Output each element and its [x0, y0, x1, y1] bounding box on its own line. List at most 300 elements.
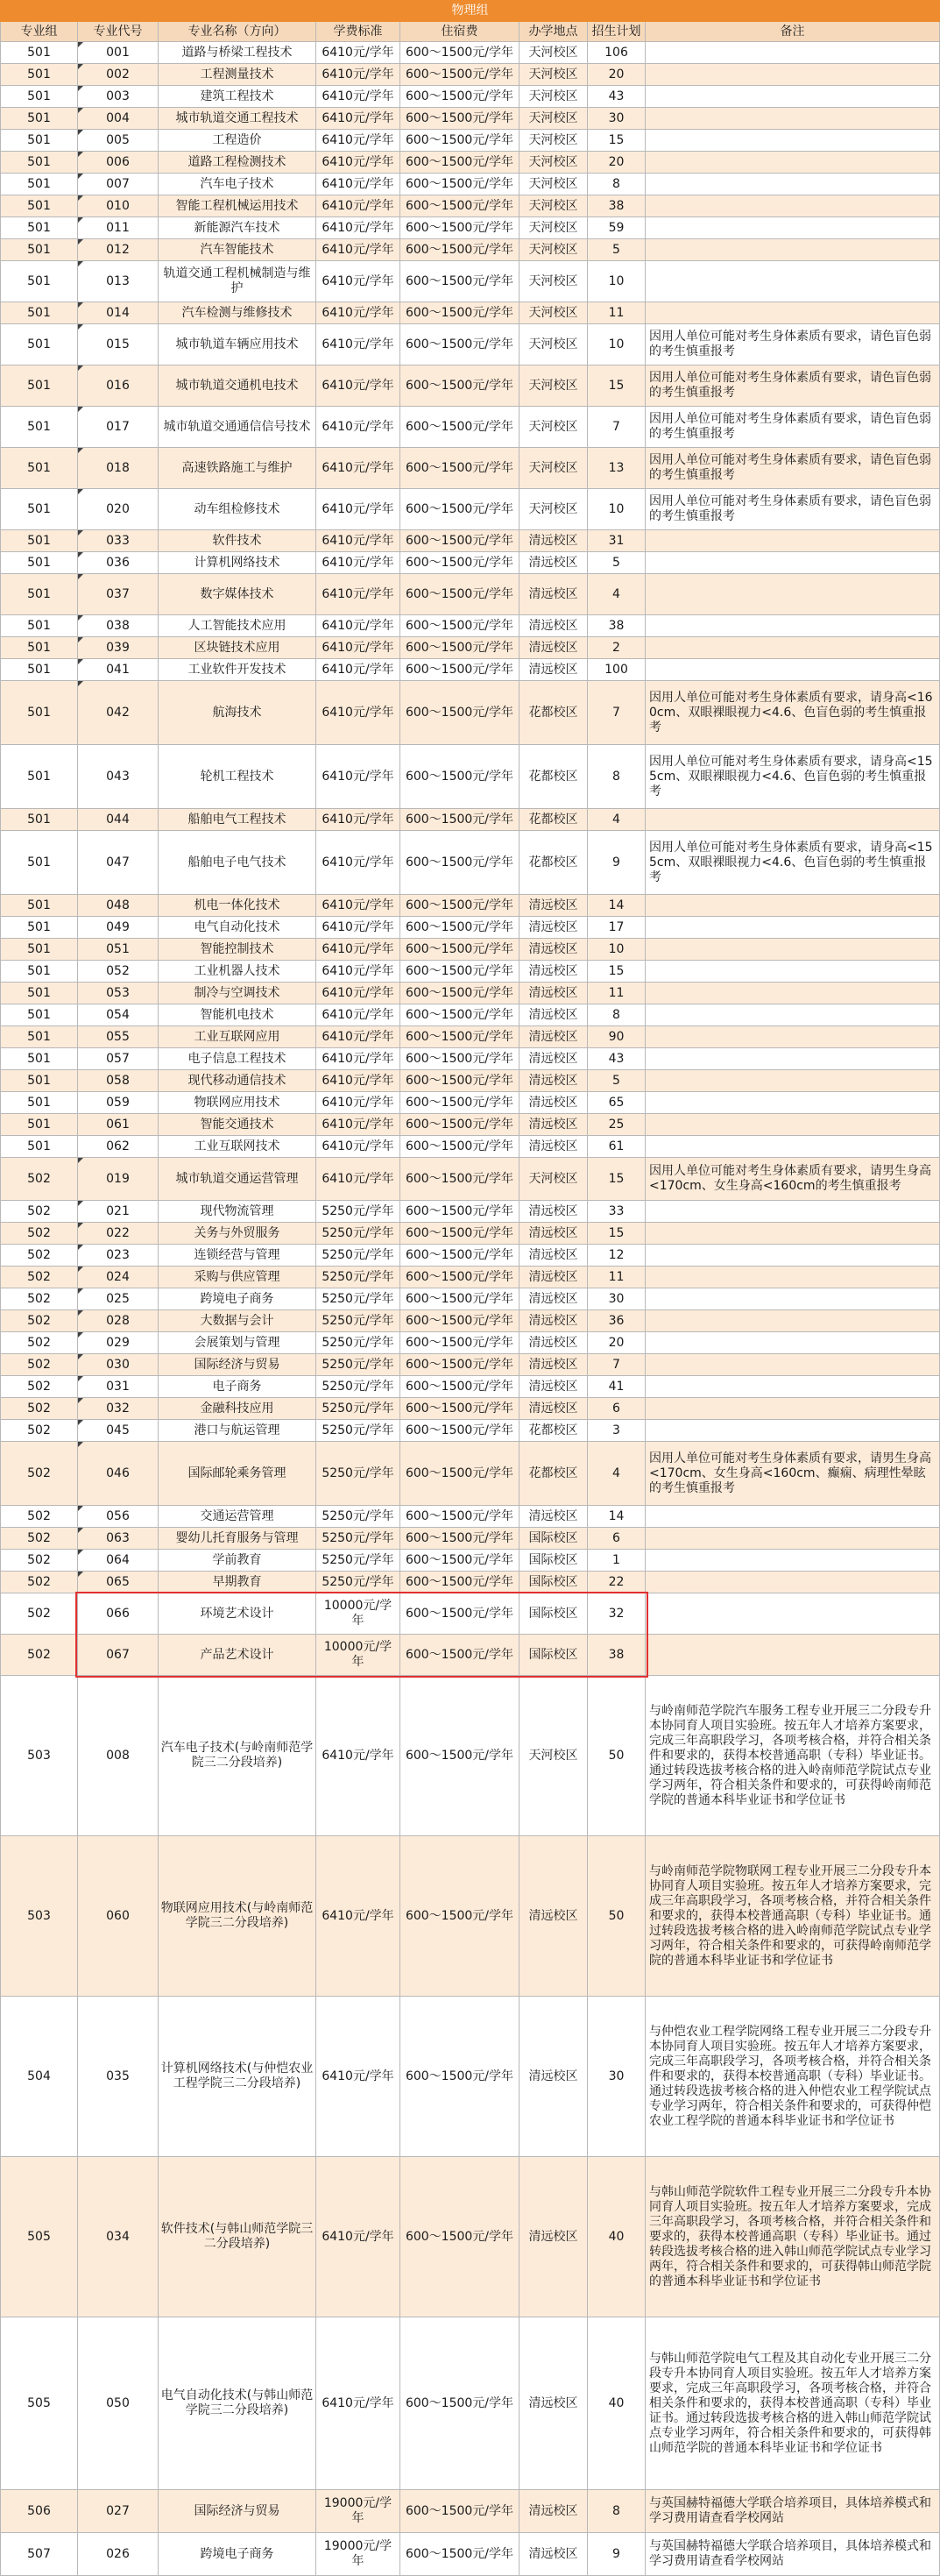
table-row — [1, 1004, 940, 1026]
row-group: 501 — [1, 1026, 78, 1048]
row-group: 501 — [1, 1136, 78, 1158]
row-plan: 40 — [588, 2317, 646, 2490]
row-fee: 5250元/学年 — [316, 1528, 400, 1550]
row-housing: 600～1500元/学年 — [400, 1593, 519, 1635]
row-location: 花都校区 — [519, 745, 588, 809]
row-group: 501 — [1, 1114, 78, 1136]
row-fee: 5250元/学年 — [316, 1376, 400, 1398]
row-group: 502 — [1, 1550, 78, 1572]
cell-corner-marker-icon — [78, 1550, 83, 1555]
row-fee: 6410元/学年 — [316, 365, 400, 407]
row-code: 041 — [78, 659, 159, 681]
row-name: 国际经济与贸易 — [159, 1354, 316, 1376]
row-fee: 5250元/学年 — [316, 1223, 400, 1245]
row-location: 清远校区 — [519, 615, 588, 637]
cell-corner-marker-icon — [78, 448, 83, 453]
row-plan: 30 — [588, 1288, 646, 1310]
row-plan: 5 — [588, 1070, 646, 1092]
table-row — [1, 637, 940, 659]
row-plan: 8 — [588, 2490, 646, 2533]
row-group: 501 — [1, 64, 78, 86]
cell-corner-marker-icon — [78, 637, 83, 642]
row-code: 008 — [78, 1676, 159, 1836]
row-location: 国际校区 — [519, 1593, 588, 1635]
row-name: 物联网应用技术(与岭南师范学院三二分段培养) — [159, 1836, 316, 1997]
row-group: 505 — [1, 2157, 78, 2317]
table-row — [1, 1114, 940, 1136]
row-remark — [646, 1572, 940, 1593]
table-row — [1, 42, 940, 64]
row-group: 501 — [1, 917, 78, 939]
row-remark — [646, 1245, 940, 1267]
row-group: 501 — [1, 152, 78, 174]
row-group: 501 — [1, 42, 78, 64]
row-fee: 5250元/学年 — [316, 1288, 400, 1310]
row-remark — [646, 42, 940, 64]
cell-corner-marker-icon — [78, 324, 83, 330]
row-name: 汽车电子技术 — [159, 174, 316, 195]
row-plan: 90 — [588, 1026, 646, 1048]
row-housing: 600～1500元/学年 — [400, 489, 519, 530]
row-remark — [646, 574, 940, 615]
cell-corner-marker-icon — [78, 1376, 83, 1381]
row-code: 010 — [78, 195, 159, 217]
row-remark — [646, 152, 940, 174]
row-fee: 6410元/学年 — [316, 407, 400, 448]
row-code: 001 — [78, 42, 159, 64]
row-remark — [646, 261, 940, 302]
row-remark — [646, 917, 940, 939]
row-location: 清远校区 — [519, 1136, 588, 1158]
table-row — [1, 895, 940, 917]
row-plan: 20 — [588, 64, 646, 86]
row-name: 金融科技应用 — [159, 1398, 316, 1420]
row-code: 020 — [78, 489, 159, 530]
row-location: 清远校区 — [519, 1997, 588, 2157]
table-row — [1, 1092, 940, 1114]
row-name: 会展策划与管理 — [159, 1332, 316, 1354]
row-remark — [646, 1267, 940, 1288]
row-remark: 与韩山师范学院电气工程及其自动化专业开展三二分段专升本协同育人项目实验班。按五年人才培养方案要求，完成三年高职段学习，各项考核合格，并符合相关条件和要求的，获得本校普通高职（专科）毕业证书。通过转段选拔考核合格的进入韩山师范学院试点专业学习两年，符合相关条件和要求的，可获得韩山师范学院的普通本科毕业证书和学位证书 — [646, 2317, 940, 2490]
row-remark: 与岭南师范学院汽车服务工程专业开展三二分段专升本协同育人项目实验班。按五年人才培养方案要求，完成三年高职段学习，各项考核合格，并符合相关条件和要求的，获得本校普通高职（专科）毕业证书。通过转段选拔考核合格的进入岭南师范学院试点专业学习两年，符合相关条件和要求的，可获得岭南师范学院的普通本科毕业证书和学位证书 — [646, 1676, 940, 1836]
row-group: 502 — [1, 1267, 78, 1288]
table-row — [1, 939, 940, 961]
row-fee: 5250元/学年 — [316, 1572, 400, 1593]
cell-corner-marker-icon — [78, 1354, 83, 1359]
row-name: 机电一体化技术 — [159, 895, 316, 917]
row-group: 501 — [1, 86, 78, 108]
table-row — [1, 1310, 940, 1332]
row-name: 连锁经营与管理 — [159, 1245, 316, 1267]
row-name: 现代移动通信技术 — [159, 1070, 316, 1092]
row-location: 清远校区 — [519, 939, 588, 961]
row-name: 电气自动化技术 — [159, 917, 316, 939]
row-housing: 600～1500元/学年 — [400, 2157, 519, 2317]
table-row — [1, 681, 940, 745]
row-housing: 600～1500元/学年 — [400, 302, 519, 324]
row-location: 清远校区 — [519, 895, 588, 917]
row-plan: 11 — [588, 983, 646, 1004]
row-location: 清远校区 — [519, 1223, 588, 1245]
table-row — [1, 809, 940, 831]
row-group: 501 — [1, 637, 78, 659]
row-location: 清远校区 — [519, 2157, 588, 2317]
row-fee: 6410元/学年 — [316, 174, 400, 195]
cell-corner-marker-icon — [78, 489, 83, 494]
row-fee: 5250元/学年 — [316, 1332, 400, 1354]
row-fee: 6410元/学年 — [316, 86, 400, 108]
row-name: 建筑工程技术 — [159, 86, 316, 108]
table-row — [1, 2317, 940, 2490]
table-row — [1, 574, 940, 615]
row-location: 国际校区 — [519, 1635, 588, 1676]
row-code: 058 — [78, 1070, 159, 1092]
row-location: 天河校区 — [519, 1676, 588, 1836]
row-plan: 61 — [588, 1136, 646, 1158]
row-name: 道路工程检测技术 — [159, 152, 316, 174]
row-fee: 5250元/学年 — [316, 1420, 400, 1442]
row-code: 025 — [78, 1288, 159, 1310]
row-name: 智能工程机械运用技术 — [159, 195, 316, 217]
row-group: 501 — [1, 261, 78, 302]
row-code: 032 — [78, 1398, 159, 1420]
row-plan: 38 — [588, 1635, 646, 1676]
table-row — [1, 659, 940, 681]
row-plan: 38 — [588, 195, 646, 217]
row-fee: 6410元/学年 — [316, 574, 400, 615]
row-remark: 因用人单位可能对考生身体素质有要求，请色盲色弱的考生慎重报考 — [646, 448, 940, 489]
row-fee: 6410元/学年 — [316, 152, 400, 174]
row-housing: 600～1500元/学年 — [400, 152, 519, 174]
row-remark — [646, 1004, 940, 1026]
row-group: 501 — [1, 615, 78, 637]
row-fee: 6410元/学年 — [316, 239, 400, 261]
row-remark — [646, 217, 940, 239]
row-code: 018 — [78, 448, 159, 489]
row-fee: 6410元/学年 — [316, 961, 400, 983]
row-fee: 6410元/学年 — [316, 809, 400, 831]
row-group: 501 — [1, 659, 78, 681]
row-name: 人工智能技术应用 — [159, 615, 316, 637]
row-group: 501 — [1, 1004, 78, 1026]
row-plan: 8 — [588, 745, 646, 809]
row-code: 028 — [78, 1310, 159, 1332]
row-group: 502 — [1, 1528, 78, 1550]
row-location: 花都校区 — [519, 1442, 588, 1506]
row-housing: 600～1500元/学年 — [400, 1332, 519, 1354]
row-remark — [646, 1398, 940, 1420]
cell-corner-marker-icon — [78, 1310, 83, 1316]
row-location: 天河校区 — [519, 217, 588, 239]
row-name: 船舶电子电气技术 — [159, 831, 316, 895]
row-remark — [646, 130, 940, 152]
row-plan: 59 — [588, 217, 646, 239]
row-group: 507 — [1, 2533, 78, 2576]
row-housing: 600～1500元/学年 — [400, 831, 519, 895]
row-plan: 4 — [588, 574, 646, 615]
row-remark — [646, 615, 940, 637]
row-housing: 600～1500元/学年 — [400, 174, 519, 195]
cell-corner-marker-icon — [78, 659, 83, 664]
row-code: 002 — [78, 64, 159, 86]
table-row — [1, 217, 940, 239]
cell-corner-marker-icon — [78, 574, 83, 579]
cell-corner-marker-icon — [78, 86, 83, 91]
row-group: 501 — [1, 489, 78, 530]
row-remark — [646, 1310, 940, 1332]
cell-corner-marker-icon — [78, 1398, 83, 1403]
row-housing: 600～1500元/学年 — [400, 1048, 519, 1070]
row-fee: 6410元/学年 — [316, 1026, 400, 1048]
row-housing: 600～1500元/学年 — [400, 745, 519, 809]
table-row — [1, 1070, 940, 1092]
row-plan: 30 — [588, 1997, 646, 2157]
row-code: 066 — [78, 1593, 159, 1635]
row-remark — [646, 1136, 940, 1158]
header-code: 专业代号 — [78, 22, 159, 42]
row-remark: 因用人单位可能对考生身体素质有要求，请身高<155cm、双眼裸眼视力<4.6、色盲色弱的考生慎重报考 — [646, 831, 940, 895]
cell-corner-marker-icon — [78, 152, 83, 157]
row-housing: 600～1500元/学年 — [400, 195, 519, 217]
cell-corner-marker-icon — [78, 239, 83, 245]
row-name: 城市轨道交通工程技术 — [159, 108, 316, 130]
row-location: 清远校区 — [519, 552, 588, 574]
header-group: 专业组 — [1, 22, 78, 42]
row-fee: 6410元/学年 — [316, 681, 400, 745]
row-plan: 13 — [588, 448, 646, 489]
row-plan: 12 — [588, 1245, 646, 1267]
row-group: 502 — [1, 1310, 78, 1332]
row-fee: 6410元/学年 — [316, 615, 400, 637]
row-code: 033 — [78, 530, 159, 552]
table-row — [1, 1550, 940, 1572]
table-row — [1, 1332, 940, 1354]
row-group: 501 — [1, 1048, 78, 1070]
cell-corner-marker-icon — [78, 1158, 83, 1163]
table-row — [1, 961, 940, 983]
row-plan: 10 — [588, 261, 646, 302]
row-code: 029 — [78, 1332, 159, 1354]
cell-corner-marker-icon — [78, 42, 83, 47]
cell-corner-marker-icon — [78, 552, 83, 557]
row-remark: 与英国赫特福德大学联合培养项目，具体培养模式和学习费用请查看学校网站 — [646, 2490, 940, 2533]
table-row — [1, 130, 940, 152]
row-location: 天河校区 — [519, 239, 588, 261]
row-fee: 6410元/学年 — [316, 1676, 400, 1836]
row-code: 050 — [78, 2317, 159, 2490]
row-remark: 因用人单位可能对考生身体素质有要求，请色盲色弱的考生慎重报考 — [646, 407, 940, 448]
row-housing: 600～1500元/学年 — [400, 1420, 519, 1442]
row-location: 天河校区 — [519, 407, 588, 448]
row-plan: 17 — [588, 917, 646, 939]
row-code: 046 — [78, 1442, 159, 1506]
row-group: 504 — [1, 1997, 78, 2157]
row-name: 汽车电子技术(与岭南师范学院三二分段培养) — [159, 1676, 316, 1836]
row-group: 501 — [1, 195, 78, 217]
cell-corner-marker-icon — [78, 530, 83, 536]
cell-corner-marker-icon — [78, 261, 83, 266]
row-fee: 6410元/学年 — [316, 217, 400, 239]
row-remark: 与韩山师范学院软件工程专业开展三二分段专升本协同育人项目实验班。按五年人才培养方案要求，完成三年高职段学习，各项考核合格，并符合相关条件和要求的，获得本校普通高职（专科）毕业证书。通过转段选拔考核合格的进入韩山师范学院试点专业学习两年，符合相关条件和要求的，可获得韩山师范学院的普通本科毕业证书和学位证书 — [646, 2157, 940, 2317]
row-name: 城市轨道车辆应用技术 — [159, 324, 316, 365]
row-fee: 6410元/学年 — [316, 448, 400, 489]
row-code: 045 — [78, 1420, 159, 1442]
table-row — [1, 1506, 940, 1528]
table-row — [1, 195, 940, 217]
row-location: 国际校区 — [519, 1528, 588, 1550]
row-remark — [646, 195, 940, 217]
row-remark — [646, 961, 940, 983]
row-name: 大数据与会计 — [159, 1310, 316, 1332]
row-fee: 6410元/学年 — [316, 324, 400, 365]
cell-corner-marker-icon — [78, 1223, 83, 1228]
row-housing: 600～1500元/学年 — [400, 64, 519, 86]
row-name: 国际经济与贸易 — [159, 2490, 316, 2533]
row-name: 制冷与空调技术 — [159, 983, 316, 1004]
row-fee: 6410元/学年 — [316, 489, 400, 530]
header-name: 专业名称（方向） — [159, 22, 316, 42]
table-row — [1, 489, 940, 530]
row-code: 048 — [78, 895, 159, 917]
row-remark: 因用人单位可能对考生身体素质有要求，请色盲色弱的考生慎重报考 — [646, 365, 940, 407]
row-remark — [646, 1048, 940, 1070]
row-remark — [646, 239, 940, 261]
table-row — [1, 530, 940, 552]
table-row — [1, 1836, 940, 1997]
row-plan: 15 — [588, 365, 646, 407]
row-code: 015 — [78, 324, 159, 365]
row-remark — [646, 64, 940, 86]
row-name: 工业互联网应用 — [159, 1026, 316, 1048]
row-code: 062 — [78, 1136, 159, 1158]
table-row — [1, 174, 940, 195]
row-name: 工程造价 — [159, 130, 316, 152]
row-remark — [646, 530, 940, 552]
row-plan: 22 — [588, 1572, 646, 1593]
row-remark — [646, 1528, 940, 1550]
row-housing: 600～1500元/学年 — [400, 1635, 519, 1676]
table-row — [1, 1267, 940, 1288]
row-remark — [646, 1550, 940, 1572]
table-row — [1, 152, 940, 174]
row-code: 019 — [78, 1158, 159, 1201]
row-housing: 600～1500元/学年 — [400, 1506, 519, 1528]
table-row — [1, 745, 940, 809]
row-location: 清远校区 — [519, 983, 588, 1004]
cell-corner-marker-icon — [78, 1288, 83, 1294]
row-code: 005 — [78, 130, 159, 152]
row-housing: 600～1500元/学年 — [400, 42, 519, 64]
row-housing: 600～1500元/学年 — [400, 239, 519, 261]
row-group: 501 — [1, 745, 78, 809]
row-name: 现代物流管理 — [159, 1201, 316, 1223]
row-code: 065 — [78, 1572, 159, 1593]
row-name: 动车组检修技术 — [159, 489, 316, 530]
cell-corner-marker-icon — [78, 1528, 83, 1533]
row-code: 011 — [78, 217, 159, 239]
row-location: 天河校区 — [519, 261, 588, 302]
row-fee: 5250元/学年 — [316, 1201, 400, 1223]
row-group: 501 — [1, 895, 78, 917]
row-remark — [646, 659, 940, 681]
table-row — [1, 1223, 940, 1245]
row-code: 061 — [78, 1114, 159, 1136]
row-name: 婴幼儿托育服务与管理 — [159, 1528, 316, 1550]
row-location: 清远校区 — [519, 1004, 588, 1026]
row-location: 国际校区 — [519, 1550, 588, 1572]
row-code: 026 — [78, 2533, 159, 2576]
row-name: 环境艺术设计 — [159, 1593, 316, 1635]
row-plan: 36 — [588, 1310, 646, 1332]
row-location: 清远校区 — [519, 917, 588, 939]
row-code: 067 — [78, 1635, 159, 1676]
table-row — [1, 1136, 940, 1158]
row-code: 056 — [78, 1506, 159, 1528]
row-code: 036 — [78, 552, 159, 574]
row-remark — [646, 1114, 940, 1136]
row-fee: 6410元/学年 — [316, 659, 400, 681]
row-code: 051 — [78, 939, 159, 961]
row-code: 017 — [78, 407, 159, 448]
header-housing: 住宿费 — [400, 22, 519, 42]
row-location: 天河校区 — [519, 108, 588, 130]
row-plan: 11 — [588, 302, 646, 324]
row-code: 042 — [78, 681, 159, 745]
row-housing: 600～1500元/学年 — [400, 895, 519, 917]
row-name: 汽车检测与维修技术 — [159, 302, 316, 324]
row-housing: 600～1500元/学年 — [400, 1223, 519, 1245]
row-fee: 5250元/学年 — [316, 1550, 400, 1572]
row-plan: 15 — [588, 1158, 646, 1201]
row-housing: 600～1500元/学年 — [400, 217, 519, 239]
header-fee: 学费标准 — [316, 22, 400, 42]
row-location: 清远校区 — [519, 1354, 588, 1376]
row-code: 021 — [78, 1201, 159, 1223]
row-plan: 31 — [588, 530, 646, 552]
row-remark — [646, 1070, 940, 1092]
row-name: 数字媒体技术 — [159, 574, 316, 615]
row-location: 天河校区 — [519, 365, 588, 407]
row-remark: 因用人单位可能对考生身体素质有要求，请身高<160cm、双眼裸眼视力<4.6、色盲色弱的考生慎重报考 — [646, 681, 940, 745]
row-location: 天河校区 — [519, 1158, 588, 1201]
row-housing: 600～1500元/学年 — [400, 1836, 519, 1997]
cell-corner-marker-icon — [78, 108, 83, 113]
row-housing: 600～1500元/学年 — [400, 1997, 519, 2157]
row-group: 502 — [1, 1245, 78, 1267]
row-housing: 600～1500元/学年 — [400, 130, 519, 152]
row-remark: 与岭南师范学院物联网工程专业开展三二分段专升本协同育人项目实验班。按五年人才培养方案要求，完成三年高职段学习，各项考核合格，并符合相关条件和要求的，获得本校普通高职（专科）毕业证书。通过转段选拔考核合格的进入岭南师范学院试点专业学习两年，符合相关条件和要求的，可获得岭南师范学院的普通本科毕业证书和学位证书 — [646, 1836, 940, 1997]
row-remark — [646, 108, 940, 130]
row-remark — [646, 1376, 940, 1398]
row-plan: 100 — [588, 659, 646, 681]
row-remark: 因用人单位可能对考生身体素质有要求，请色盲色弱的考生慎重报考 — [646, 489, 940, 530]
table-row — [1, 2157, 940, 2317]
row-name: 新能源汽车技术 — [159, 217, 316, 239]
row-code: 054 — [78, 1004, 159, 1026]
row-location: 国际校区 — [519, 1572, 588, 1593]
row-code: 027 — [78, 2490, 159, 2533]
row-plan: 10 — [588, 324, 646, 365]
row-name: 早期教育 — [159, 1572, 316, 1593]
table-row — [1, 239, 940, 261]
row-plan: 7 — [588, 407, 646, 448]
row-plan: 38 — [588, 615, 646, 637]
row-code: 063 — [78, 1528, 159, 1550]
row-location: 清远校区 — [519, 1506, 588, 1528]
row-code: 039 — [78, 637, 159, 659]
row-location: 清远校区 — [519, 1114, 588, 1136]
row-fee: 5250元/学年 — [316, 1245, 400, 1267]
